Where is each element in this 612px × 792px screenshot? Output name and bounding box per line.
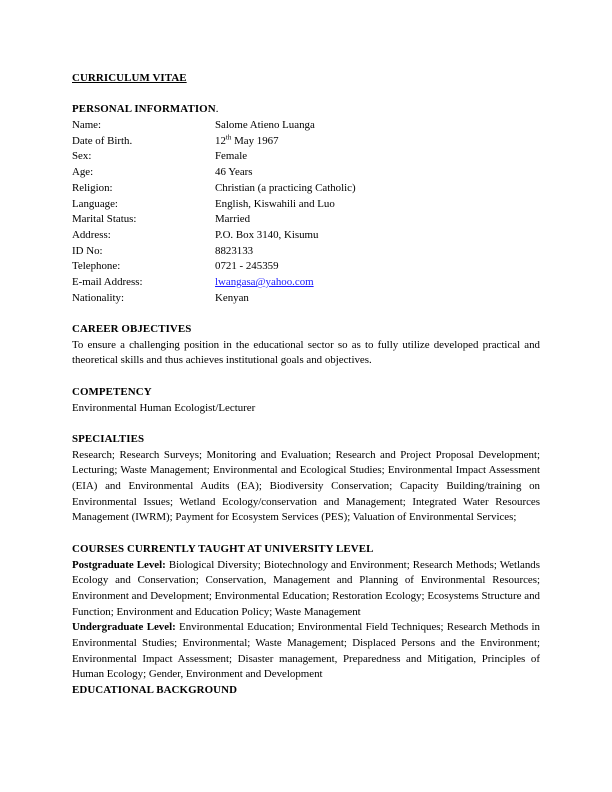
info-label: Religion: — [72, 181, 113, 194]
postgraduate-label: Postgraduate Level: — [72, 558, 166, 571]
specialties-heading: SPECIALTIES — [72, 432, 145, 445]
courses-heading: COURSES CURRENTLY TAUGHT AT UNIVERSITY LEVEL — [72, 542, 374, 555]
competency-text: Environmental Human Ecologist/Lecturer — [72, 401, 256, 414]
info-label: Age: — [72, 166, 94, 179]
spacer — [72, 416, 540, 432]
career-objectives-heading: CAREER OBJECTIVES — [72, 323, 192, 336]
spacer — [72, 369, 540, 385]
info-value — [215, 275, 540, 291]
info-value: Female — [215, 150, 248, 163]
info-value: P.O. Box 3140, Kisumu — [215, 228, 319, 241]
competency-section — [72, 385, 540, 416]
educational-background-section — [72, 683, 540, 699]
email-link[interactable]: lwangasa@yahoo.com — [215, 275, 314, 288]
info-label: Telephone: — [72, 260, 121, 273]
info-row-nationality — [72, 291, 540, 307]
spacer — [72, 87, 540, 103]
competency-heading: COMPETENCY — [72, 385, 152, 398]
info-row-telephone — [72, 259, 540, 275]
info-row-address — [72, 228, 540, 244]
info-value: 0721 - 245359 — [215, 260, 279, 273]
info-row-language — [72, 197, 540, 213]
info-label: Sex: — [72, 150, 92, 163]
spacer — [72, 526, 540, 542]
info-value: English, Kiswahili and Luo — [215, 197, 335, 210]
info-row-email — [72, 275, 540, 291]
undergraduate-text: Environmental Education; Environmental Field Techniques; Research Methods in Environmental Studies; Environmental; Waste Management; Displaced Persons and the Environment; Environmental Impact Assessment; Disaster management, Preparedness and Mitigation, Principles of Human Ecology; Gender, Environment and Development — [72, 621, 540, 681]
info-label: E-mail Address: — [72, 275, 143, 288]
undergraduate-label: Undergraduate Level: — [72, 621, 176, 634]
educational-background-heading: EDUCATIONAL BACKGROUND — [72, 684, 238, 697]
info-value: 8823133 — [215, 244, 254, 257]
info-row-marital-status — [72, 212, 540, 228]
career-objectives-text: To ensure a challenging position in the educational sector so as to fully utilize developed practical and theoretical skills and thus achieves institutional goals and objectives. — [72, 338, 540, 367]
info-value: Married — [215, 213, 251, 226]
info-label: Address: — [72, 228, 111, 241]
postgraduate-courses — [72, 558, 540, 621]
heading-dot: . — [215, 103, 219, 116]
info-row-name — [72, 118, 540, 134]
info-row-id-no — [72, 244, 540, 260]
info-label: Marital Status: — [72, 213, 137, 226]
info-label: Name: — [72, 119, 102, 132]
info-label: Language: — [72, 197, 118, 210]
career-objectives-section — [72, 322, 540, 369]
info-label: ID No: — [72, 244, 103, 257]
dob-day-suffix: th — [225, 133, 232, 142]
info-value — [215, 134, 540, 150]
info-row-religion — [72, 181, 540, 197]
dob-month-year: May 1967 — [231, 134, 279, 147]
dob-day: 12 — [215, 134, 226, 147]
personal-information-section — [72, 102, 540, 306]
personal-information-heading-text: PERSONAL INFORMATION — [72, 103, 216, 116]
info-value: Salome Atieno Luanga — [215, 119, 315, 132]
specialties-text: Research; Research Surveys; Monitoring and Evaluation; Research and Project Proposal Development; Lecturing; Waste Management; Environmental and Ecological Studies; Environmental Impact Assessment (EIA) and Environmental Audits (EA); Biodiversity Conservation; Capacity Building/training on Environmental Issues; Wetland Ecology/conservation and Management; Integrated Water Resources Management (IWRM); Payment for Ecosystem Services (PES); Valuation of Environmental Services; — [72, 448, 540, 524]
personal-information-heading — [72, 102, 540, 118]
courses-section — [72, 542, 540, 683]
info-row-sex — [72, 149, 540, 165]
specialties-section — [72, 432, 540, 526]
info-value: Kenyan — [215, 291, 249, 304]
info-row-date-of-birth — [72, 134, 540, 150]
info-label: Nationality: — [72, 291, 125, 304]
spacer — [72, 306, 540, 322]
info-row-age — [72, 165, 540, 181]
info-value: Christian (a practicing Catholic) — [215, 181, 356, 194]
cv-page — [72, 71, 540, 699]
postgraduate-text: Biological Diversity; Biotechnology and Environment; Research Methods; Wetlands Ecology and Conservation; Conservation, Management and Planning of Environmental Resources; Environment and Development; Environmental Education; Restoration Ecology; Ecosystems Structure and Function; Environment and Education Policy; Waste Management — [72, 558, 540, 618]
document-title: CURRICULUM VITAE — [72, 72, 187, 84]
undergraduate-courses — [72, 620, 540, 683]
info-value: 46 Years — [215, 166, 253, 179]
info-label: Date of Birth. — [72, 134, 133, 147]
